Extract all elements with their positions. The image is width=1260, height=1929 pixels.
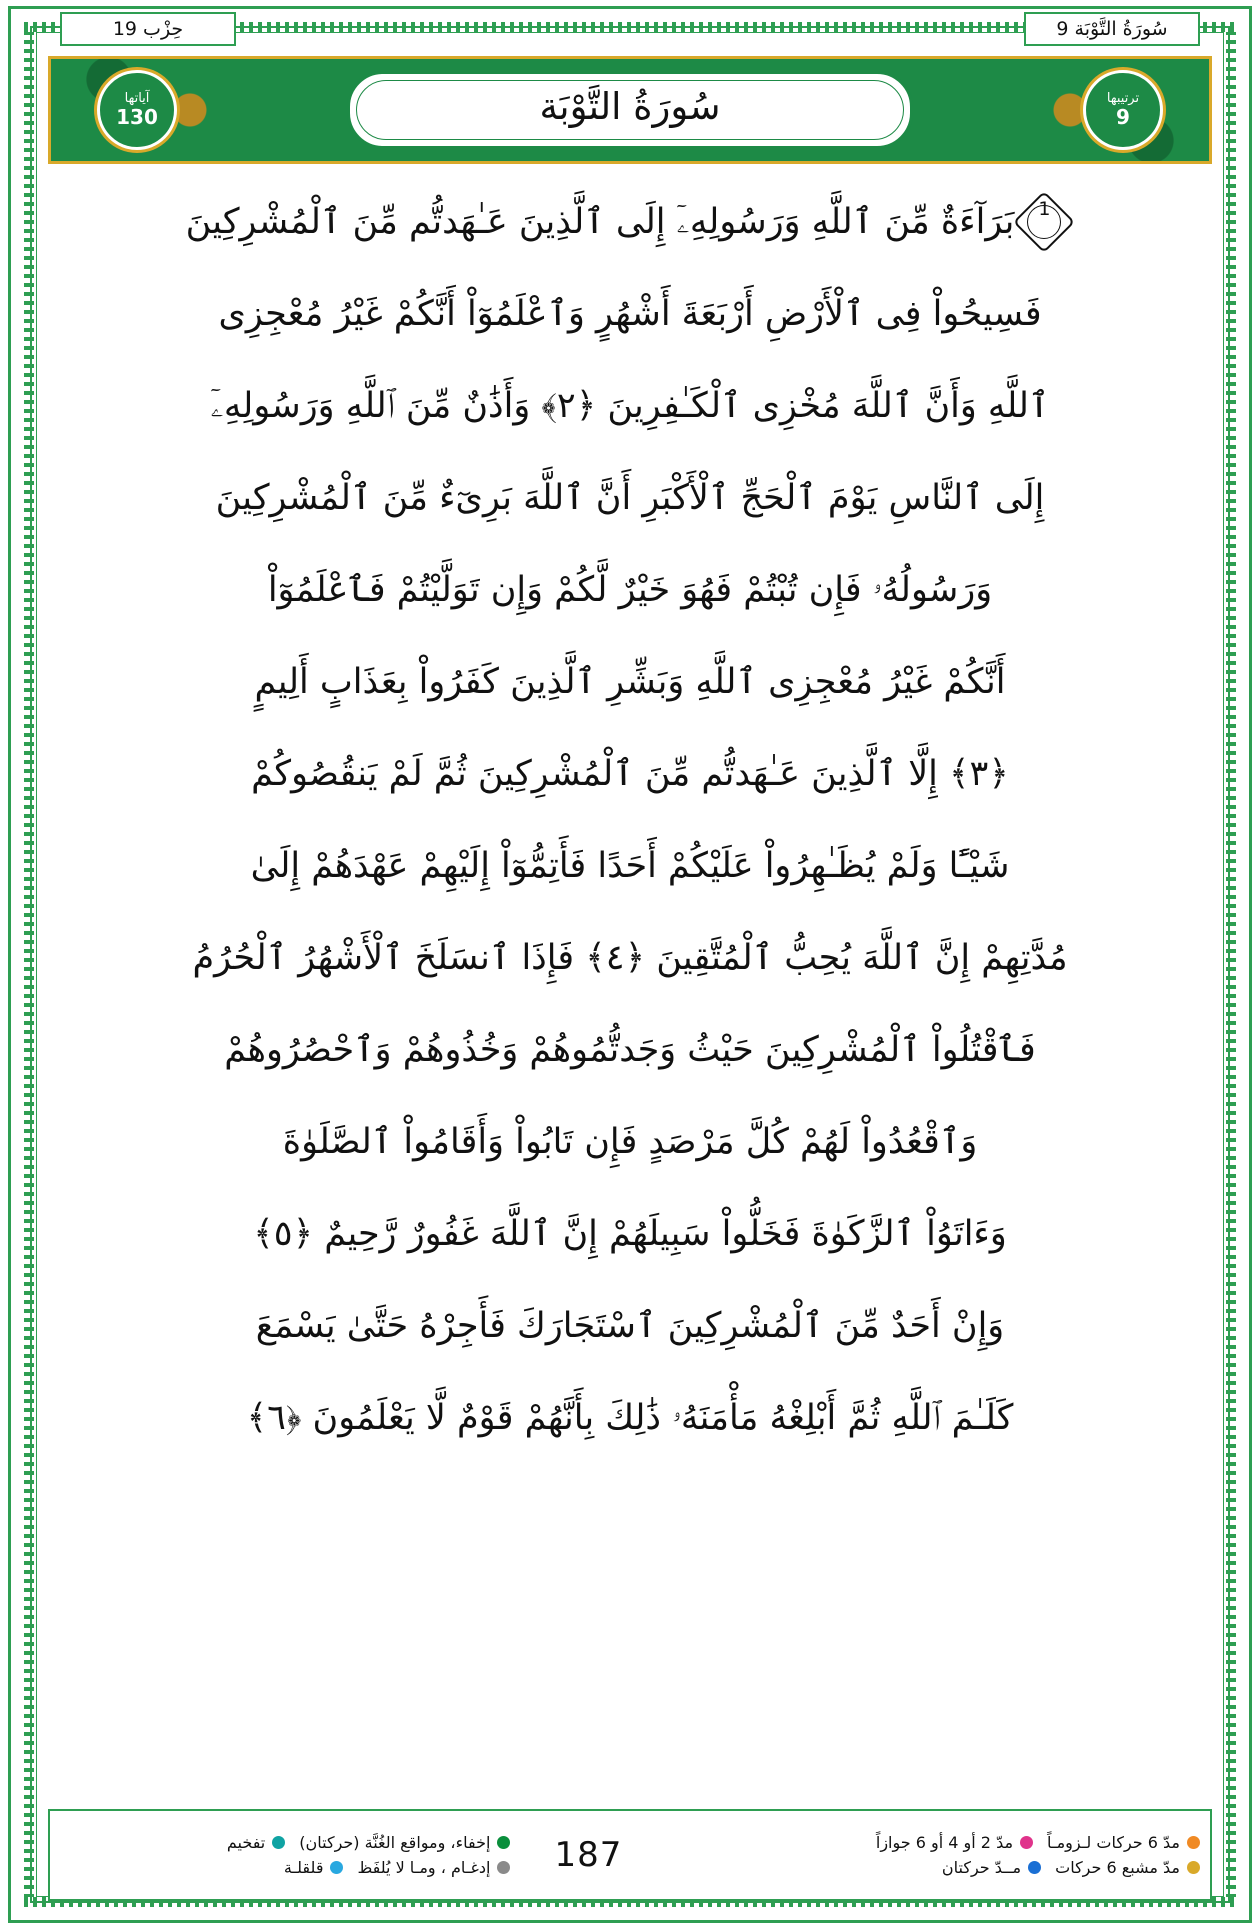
quran-line-text: مُدَّتِهِمْ إِنَّ ٱللَّهَ يُحِبُّ ٱلْمُتَّقِينَ ﴿٤﴾ فَإِذَا ٱنسَلَخَ ٱلْأَشْهُرُ ٱلْحُرُمُ — [192, 937, 1068, 978]
surah-order-value: 9 — [1116, 105, 1130, 130]
legend-dot-gray — [497, 1861, 510, 1874]
legend-item-tafkhim — [227, 1833, 285, 1852]
quran-line — [48, 544, 1212, 636]
surah-title: سُورَةُ التَّوْبَة — [539, 84, 721, 128]
ayah-marker: 1 — [1020, 198, 1068, 246]
quran-line — [48, 452, 1212, 544]
legend-dot-orange — [1187, 1836, 1200, 1849]
quran-line-text: بَرَآءَةٌ مِّنَ ٱللَّهِ وَرَسُولِهِۦٓ إِلَى ٱلَّذِينَ عَـٰهَدتُّم مِّنَ ٱلْمُشْرِكِينَ — [185, 201, 1015, 242]
surah-order-medallion — [1083, 70, 1163, 150]
hizb-label-box: حِزْب 19 — [60, 12, 236, 47]
quran-line-text: فَسِيحُواْ فِى ٱلْأَرْضِ أَرْبَعَةَ أَشْهُرٍ وَٱعْلَمُوٓاْ أَنَّكُمْ غَيْرُ مُعْجِزِى — [218, 293, 1042, 334]
legend-dot-lightblue — [330, 1861, 343, 1874]
legend-item-qalqala — [284, 1858, 344, 1877]
quran-line-text: فَٱقْتُلُواْ ٱلْمُشْرِكِينَ حَيْثُ وَجَدتُّمُوهُمْ وَخُذُوهُمْ وَٱحْصُرُوهُمْ — [224, 1029, 1036, 1070]
quran-line — [48, 268, 1212, 360]
quran-line-text: وَءَاتَوُاْ ٱلزَّكَوٰةَ فَخَلُّواْ سَبِيلَهُمْ إِنَّ ٱللَّهَ غَفُورٌ رَّحِيمٌ ﴿٥﴾ — [253, 1213, 1007, 1254]
legend-dot-pink — [1020, 1836, 1033, 1849]
legend-label: مدّ 6 حركات لـزومـاً — [1047, 1833, 1180, 1852]
legend-item-madd-harakatan — [942, 1858, 1041, 1877]
legend-label: مــدّ حركتان — [941, 1858, 1022, 1877]
footer-legend-row — [666, 1833, 1200, 1852]
legend-label: إدغـام ، ومـا لا يُلفَظ — [357, 1858, 491, 1877]
legend-label: مدّ مشبع 6 حركات — [1055, 1858, 1180, 1877]
quran-line — [48, 1004, 1212, 1096]
legend-label: إخفاء، ومواقع الغُنَّة (حركتان) — [299, 1833, 491, 1852]
quran-line-text: كَلَـٰمَ ٱللَّهِ ثُمَّ أَبْلِغْهُ مَأْمَنَهُۥ ذَٰلِكَ بِأَنَّهُمْ قَوْمٌ لَّا يَعْلَمُونَ ﴿٦﴾ — [246, 1397, 1014, 1438]
ayah-count-medallion — [97, 70, 177, 150]
quran-line-text: وَإِنْ أَحَدٌ مِّنَ ٱلْمُشْرِكِينَ ٱسْتَجَارَكَ فَأَجِرْهُ حَتَّىٰ يَسْمَعَ — [255, 1305, 1005, 1346]
surah-label-box: سُورَةُ التَّوْبَة 9 — [1024, 12, 1200, 47]
footer-legend-other — [0, 1811, 520, 1899]
footer-legend-row — [0, 1833, 510, 1852]
quran-line — [48, 1188, 1212, 1280]
legend-dot-gold — [1187, 1861, 1200, 1874]
quran-line — [48, 1280, 1212, 1372]
quran-line — [48, 360, 1212, 452]
page-number: 187 — [554, 1835, 623, 1875]
ayah-count-value: 130 — [116, 105, 158, 130]
quran-line — [48, 1372, 1212, 1464]
quran-line — [48, 1096, 1212, 1188]
quran-line — [48, 728, 1212, 820]
footer-legend-row — [666, 1858, 1200, 1877]
footer-legend-madd — [656, 1811, 1210, 1899]
page-header — [36, 10, 1224, 48]
footer-page-number-cell — [520, 1811, 656, 1899]
quran-line-text: وَٱقْعُدُواْ لَهُمْ كُلَّ مَرْصَدٍ فَإِن تَابُواْ وَأَقَامُواْ ٱلصَّلَوٰةَ — [282, 1121, 978, 1162]
surah-order-label: ترتيبها — [1106, 90, 1140, 106]
legend-dot-green — [497, 1836, 510, 1849]
quran-line-text: أَنَّكُمْ غَيْرُ مُعْجِزِى ٱللَّهِ وَبَشِّرِ ٱلَّذِينَ كَفَرُواْ بِعَذَابٍ أَلِيمٍ — [254, 661, 1006, 702]
legend-item-idgham — [357, 1858, 510, 1877]
footer-legend-row — [0, 1858, 510, 1877]
ayah-count-label: آياتها — [124, 90, 150, 106]
quran-line-text: وَرَسُولُهُۥ فَإِن تُبْتُمْ فَهُوَ خَيْرٌ لَّكُمْ وَإِن تَوَلَّيْتُمْ فَٱعْلَمُوٓاْ — [267, 569, 993, 610]
quran-line — [48, 176, 1212, 268]
legend-item-ikhfa — [299, 1833, 510, 1852]
quran-line — [48, 912, 1212, 1004]
legend-item-madd-6-lazim — [1047, 1833, 1200, 1852]
surah-title-plate — [347, 71, 913, 149]
quran-text-body — [48, 176, 1212, 1464]
quran-line — [48, 820, 1212, 912]
quran-line — [48, 636, 1212, 728]
surah-title-band — [48, 56, 1212, 164]
quran-line-text: ﴿٣﴾ إِلَّا ٱلَّذِينَ عَـٰهَدتُّم مِّنَ ٱلْمُشْرِكِينَ ثُمَّ لَمْ يَنقُصُوكُمْ — [251, 753, 1009, 794]
legend-label: مدّ 2 أو 4 أو 6 جوازاً — [875, 1833, 1014, 1852]
quran-line-text: إِلَى ٱلنَّاسِ يَوْمَ ٱلْحَجِّ ٱلْأَكْبَرِ أَنَّ ٱللَّهَ بَرِىٓءٌ مِّنَ ٱلْمُشْرِكِينَ — [215, 477, 1045, 518]
legend-dot-blue — [1028, 1861, 1041, 1874]
legend-label: قلقلـة — [283, 1858, 324, 1877]
quran-line-text: شَيْـًٔا وَلَمْ يُظَـٰهِرُواْ عَلَيْكُمْ أَحَدًا فَأَتِمُّوٓاْ إِلَيْهِمْ عَهْدَهُمْ إِلَىٰ — [250, 845, 1010, 886]
legend-label: تفخيم — [226, 1833, 266, 1852]
legend-dot-teal — [272, 1836, 285, 1849]
legend-item-madd-mushabba — [1055, 1858, 1200, 1877]
page-footer — [48, 1809, 1212, 1901]
legend-item-madd-2-4-6 — [876, 1833, 1033, 1852]
quran-line-text: ٱللَّهِ وَأَنَّ ٱللَّهَ مُخْزِى ٱلْكَـٰفِرِينَ ﴿٢﴾ وَأَذَٰنٌ مِّنَ ٱللَّهِ وَرَسُولِهِۦٓ — [210, 385, 1050, 426]
